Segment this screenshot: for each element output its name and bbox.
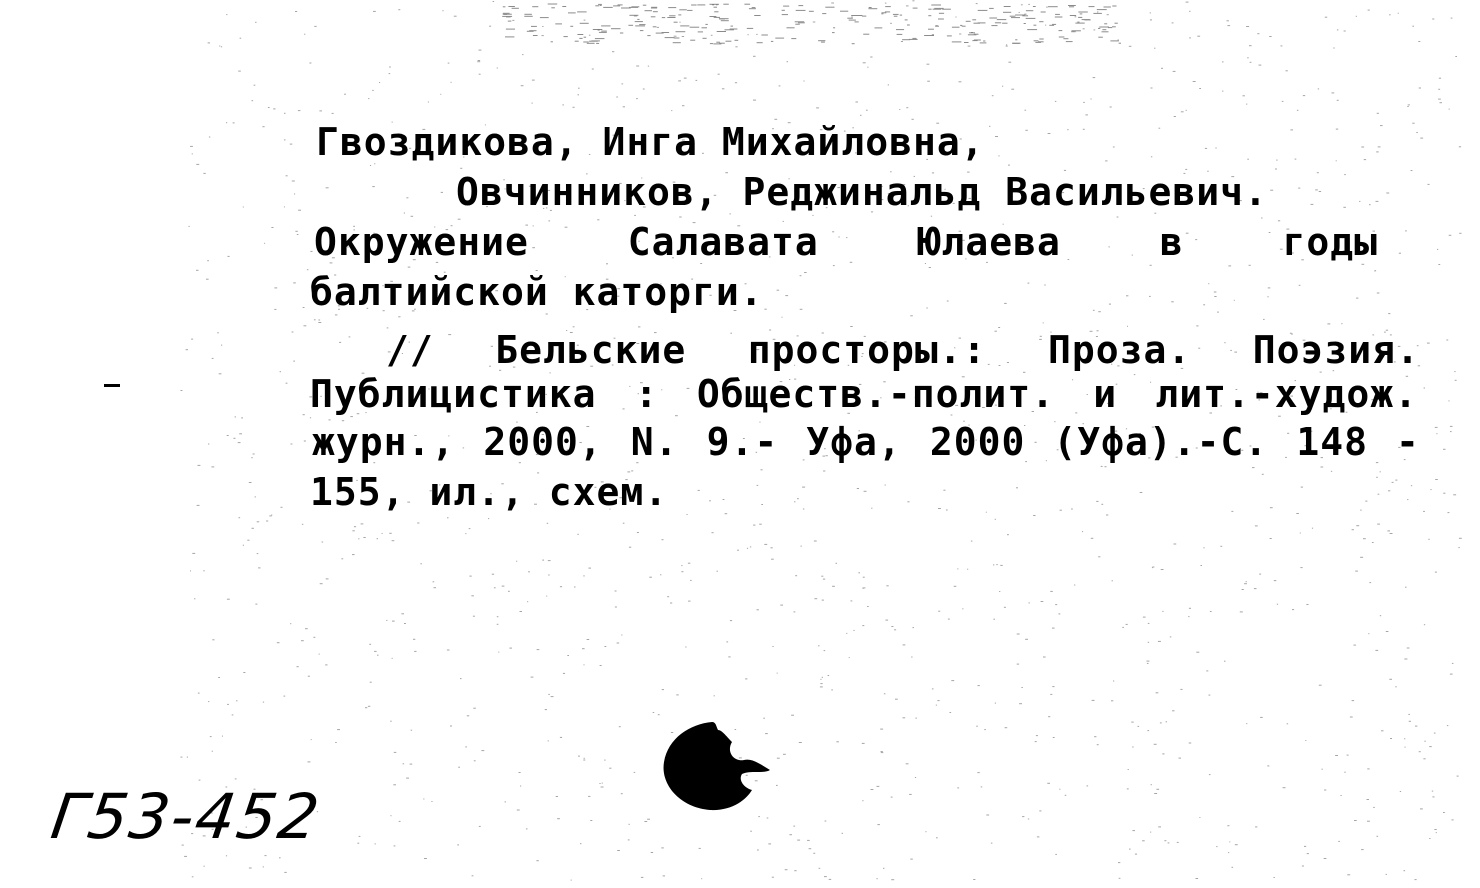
source-word: Уфа,: [806, 420, 902, 464]
punch-hole: [660, 718, 772, 814]
source-line-2: [310, 372, 1418, 416]
title-word: Салавата: [627, 220, 819, 264]
coauthor-line: Овчинников, Реджинальд Васильевич.: [456, 170, 1268, 214]
title-word: годы: [1282, 220, 1378, 264]
source-word: N.: [630, 420, 679, 464]
source-word: и: [1093, 372, 1118, 416]
source-word: (Уфа).-С.: [1053, 420, 1269, 464]
source-word: Бельские: [495, 328, 687, 372]
title-word: Юлаева: [917, 220, 1061, 264]
source-line-4: 155, ил., схем.: [310, 470, 669, 514]
source-line-3: [312, 420, 1420, 464]
source-word: Поэзия.: [1252, 328, 1420, 372]
source-word: 9.-: [706, 420, 779, 464]
source-word: :: [634, 372, 659, 416]
source-word: //: [386, 328, 434, 372]
source-word: Публицистика: [310, 372, 597, 416]
source-word: 2000: [929, 420, 1026, 464]
source-word: 2000,: [483, 420, 603, 464]
title-word: в: [1159, 220, 1184, 264]
source-word: Проза.: [1048, 328, 1192, 372]
source-word: просторы.:: [747, 328, 987, 372]
source-word: 148: [1296, 420, 1368, 464]
handwritten-shelfmark: Г53-452: [46, 780, 326, 853]
source-word: лит.-худож.: [1155, 372, 1418, 416]
source-word: -: [1396, 420, 1420, 464]
title-line-1: [314, 220, 1378, 264]
source-word: Обществ.-полит.: [696, 372, 1056, 416]
source-word: журн.,: [312, 420, 456, 464]
author-line: Гвоздикова, Инга Михайловна,: [316, 120, 985, 164]
title-word: Окружение: [314, 220, 529, 264]
source-line-1: [386, 328, 1420, 372]
title-line-2: балтийской каторги.: [310, 270, 764, 314]
